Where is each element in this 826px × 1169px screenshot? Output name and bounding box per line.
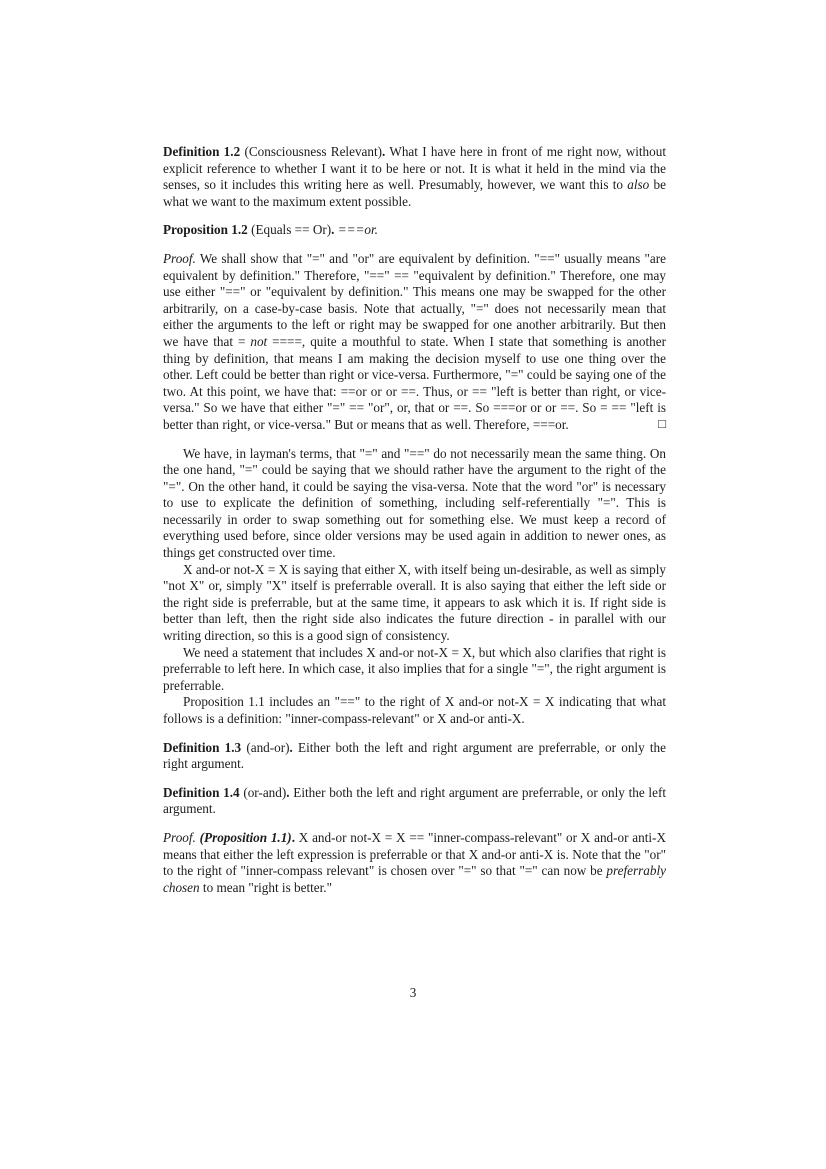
qed-symbol: □ (658, 415, 666, 431)
proof-proposition-1-2: Proof. We shall show that "=" and "or" are equivalent by definition. "==" usually means "are equivalent by definition." Therefore, "==" == "equivalent by definition." Therefore, one may use either "==" or "equivalent by definition." This means one may be swapped for the other arbitrarily, on a case-by-case basis. Note that actually, "=" does not necessarily mean that either the arguments to the left or right may be swapped for one another arbitrarily. But then we have that = not ====, quite a mouthful to state. When I state that something is another thing by definition, that means I am making the decision myself to use one thing over the other. Left could be better than right or vice-versa. Furthermore, "=" could be saying one of the two. At this point, we have that: ==or or or ==. Thus, or == "left is better than right, or vice-versa." So we have that either "=" == "or", or, that or ==. So ===or or or ==. So = == "left is better than right, or vice-versa." But or means that as well. Therefore, ===or. □ (163, 250, 666, 432)
proof-proposition-1-1: Proof. (Proposition 1.1). X and-or not-X = X == "inner-compass-relevant" or X and-or anti-X means that either the left expression is preferrable or that X and-or anti-X is. Note that the "or" to the right of "inner-compass relevant" is chosen over "=" so that "=" can now be preferrably chosen to mean "right is better." (163, 829, 666, 895)
definition-1-2: Definition 1.2 (Consciousness Relevant). What I have here in front of me right now, without explicit reference to whether I want it to be here or not. It is what it held in the mind via the senses, so it includes this writing here as well. Presumably, however, we want this to also be what we want to the maximum extent possible. (163, 144, 666, 209)
para-proposition-1-1-includes: Proposition 1.1 includes an "==" to the right of X and-or not-X = X indicating that what follows is a definition: "inner-compass-relevant" or X and-or anti-X. (163, 694, 666, 726)
para-layman-terms: We have, in layman's terms, that "=" and "==" do not necessarily mean the same thing. On the one hand, "=" could be saying that we should rather have the argument to the right of the "=". On the other hand, it could be saying the visa-versa. Note that the word "or" is necessary to use to explicate the definition of something, including self-referentially "=". This is necessarily in order to swap something out for something else. We must keep a record of everything used before, since older versions may be used again in addition to newer ones, as things get constructed over time. (163, 445, 666, 561)
proposition-1-2: Proposition 1.2 (Equals == Or). ===or. (163, 222, 378, 238)
page-content (163, 144, 666, 908)
page-number: 3 (409, 985, 417, 1000)
definition-1-3: Definition 1.3 (and-or). Either both the left and right argument are preferrable, or only the right argument. (163, 739, 666, 772)
definition-1-4: Definition 1.4 (or-and). Either both the left and right argument are preferrable, or only the left argument. (163, 784, 666, 817)
para-x-andor-notx: X and-or not-X = X is saying that either X, with itself being un-desirable, as well as simply "not X" or, simply "X" itself is preferrable overall. It is also saying that either the left side or the right side is preferrable, but at the same time, it appears to ask which it is. If right side is better than left, then the right side also indicates the future direction - in parallel with our writing direction, so this is a good sign of consistency. (163, 561, 666, 644)
para-we-need-statement: We need a statement that includes X and-or not-X = X, but which also clarifies that right is preferrable to left here. In which case, it also implies that for a single "=", the right argument is preferrable. (163, 644, 666, 693)
